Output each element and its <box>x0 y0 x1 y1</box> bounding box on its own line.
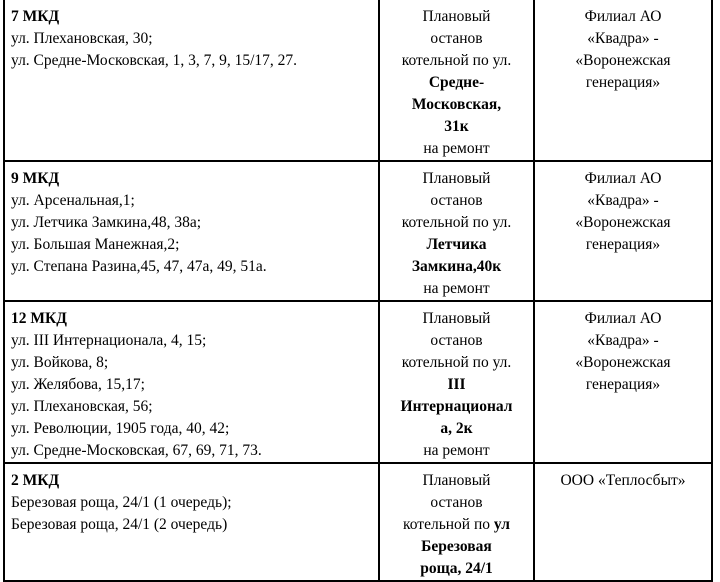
street-name: ул <box>493 516 510 533</box>
cell-text-line: котельной по ул. <box>401 52 512 69</box>
building-count: 2 МКД <box>11 472 60 489</box>
address-line: ул. Арсенальная,1; <box>11 192 135 209</box>
organization-name: Филиал АО <box>584 310 662 327</box>
cell-text-line: Плановый <box>422 8 491 25</box>
organization-name: Филиал АО <box>584 8 662 25</box>
address-cell <box>4 463 379 581</box>
organization-name: «Воронежская <box>575 354 671 371</box>
address-line: ул. Желябова, 15,17; <box>11 376 145 393</box>
cell-text-line: котельной по ул. <box>401 214 512 231</box>
building-count: 7 МКД <box>11 8 60 25</box>
address-line: ул. Плехановская, 56; <box>11 398 153 415</box>
outage-table <box>3 0 713 582</box>
organization-name: «Квадра» - <box>587 192 659 209</box>
organization-name: «Воронежская <box>575 214 671 231</box>
address-cell <box>4 0 379 161</box>
cell-text-line: Плановый <box>422 310 491 327</box>
address-line: ул. Большая Манежная,2; <box>11 236 180 253</box>
address-line: ул. Средне-Московская, 1, 3, 7, 9, 15/17, 27. <box>11 52 298 69</box>
organization-name: генерация» <box>585 74 661 91</box>
boiler-address: Средне- <box>428 74 485 91</box>
address-line: ул. Степана Разина,45, 47, 47а, 49, 51а. <box>11 258 267 275</box>
next-column-border <box>711 0 713 558</box>
boiler-address: роща, 24/1 <box>420 560 493 577</box>
boiler-address: Летчика <box>426 236 487 253</box>
organization-cell <box>534 463 712 581</box>
address-cell <box>4 161 379 301</box>
cell-text-line: котельной по ул. <box>401 354 512 371</box>
organization-name: «Квадра» - <box>587 30 659 47</box>
address-line: ул. Средне-Московская, 67, 69, 71, 73. <box>11 442 262 459</box>
table-row <box>4 161 712 301</box>
boiler-address: Замкина,40к <box>411 258 502 275</box>
boiler-address: Березовая <box>421 538 492 555</box>
boiler-address: Интернационал <box>400 398 513 415</box>
cell-text-line: останов <box>430 332 483 349</box>
address-line: Березовая роща, 24/1 (2 очередь) <box>11 516 228 533</box>
organization-name: генерация» <box>585 236 661 253</box>
address-cell <box>4 301 379 463</box>
building-count: 12 МКД <box>11 310 67 327</box>
boiler-address: 31к <box>444 118 469 135</box>
organization-name: ООО «Теплосбыт» <box>560 472 686 489</box>
address-line: ул. III Интернационала, 4, 15; <box>11 332 207 349</box>
address-line: Березовая роща, 24/1 (1 очередь); <box>11 494 232 511</box>
organization-name: «Воронежская <box>575 52 671 69</box>
organization-name: «Квадра» - <box>587 332 659 349</box>
cell-text-line <box>380 514 533 536</box>
boiler-address: Московская, <box>411 96 502 113</box>
organization-cell <box>534 0 712 161</box>
organization-cell <box>534 161 712 301</box>
reason-cell <box>379 301 534 463</box>
cell-text-line: на ремонт <box>423 280 490 297</box>
table-row <box>4 301 712 463</box>
address-line: ул. Войкова, 8; <box>11 354 109 371</box>
cell-text-line: Плановый <box>422 170 491 187</box>
cell-text-line: останов <box>430 192 483 209</box>
cell-text-line: на ремонт <box>423 442 490 459</box>
organization-cell <box>534 301 712 463</box>
text-span: котельной по <box>403 516 494 533</box>
organization-name: генерация» <box>585 376 661 393</box>
reason-cell <box>379 161 534 301</box>
address-line: ул. Революции, 1905 года, 40, 42; <box>11 420 230 437</box>
boiler-address: а, 2к <box>440 420 473 437</box>
reason-cell <box>379 463 534 581</box>
reason-cell <box>379 0 534 161</box>
cell-text-line: на ремонт <box>423 140 490 157</box>
building-count: 9 МКД <box>11 170 60 187</box>
boiler-address: III <box>447 376 466 393</box>
table-row <box>4 463 712 581</box>
table-row <box>4 0 712 161</box>
cell-text-line: Плановый <box>422 472 491 489</box>
address-line: ул. Плехановская, 30; <box>11 30 153 47</box>
organization-name: Филиал АО <box>584 170 662 187</box>
cell-text-line: останов <box>430 494 483 511</box>
address-line: ул. Летчика Замкина,48, 38а; <box>11 214 202 231</box>
cell-text-line: останов <box>430 30 483 47</box>
